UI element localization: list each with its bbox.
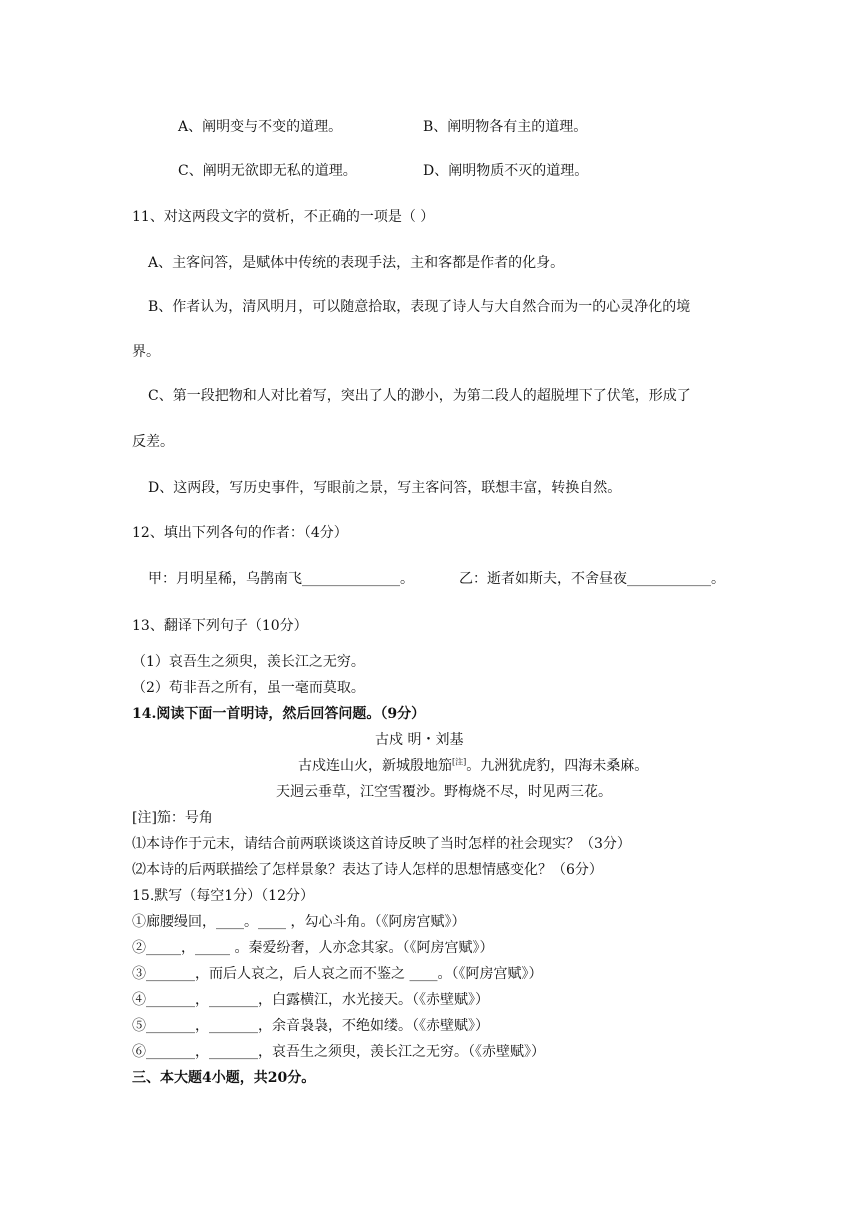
section-3-heading: 三、本大题4小题，共20分。 — [132, 1070, 316, 1086]
q13-stem: 13、翻译下列句子（10分） — [132, 618, 308, 634]
q15-stem: 15.默写（每空1分）（12分） — [132, 888, 314, 904]
q15-line-1: ①廊腰缦回，____。____ ，勾心斗角。（《阿房宫赋》） — [132, 914, 466, 930]
q11-option-c-line2: 反差。 — [132, 434, 174, 450]
poem-note: [注]笳：号角 — [132, 810, 213, 826]
poem-note-marker: [注] — [452, 757, 467, 767]
q12-item-jia: 甲：月明星稀，乌鹊南飞______________。 — [148, 571, 414, 587]
q15-line-3: ③_______，而后人哀之，后人哀之而不鉴之 ____。（《阿房宫赋》） — [132, 966, 543, 982]
poem-line-1-part-a: 古戍连山火，新城殷地笳 — [298, 758, 452, 774]
q15-line-6: ⑥_______，_______，哀吾生之须臾，羡长江之无穷。（《赤壁赋》） — [132, 1044, 545, 1060]
q12-item-yi: 乙：逝者如斯夫，不舍昼夜____________。 — [459, 571, 725, 587]
q11-option-b-line1: B、作者认为，清风明月，可以随意拾取，表现了诗人与大自然合而为一的心灵净化的境 — [148, 299, 691, 315]
q15-line-5: ⑤_______，_______，余音袅袅，不绝如缕。（《赤壁赋》） — [132, 1018, 489, 1034]
poem-line-1-part-b: 。九洲犹虎豹，四海未桑麻。 — [466, 758, 649, 774]
q11-stem: 11、对这两段文字的赏析，不正确的一项是（ ） — [132, 209, 435, 225]
poem-line-1 — [298, 756, 648, 776]
q14-stem: 14.阅读下面一首明诗，然后回答问题。（9分） — [132, 706, 426, 722]
q11-option-b-line2: 界。 — [132, 344, 160, 360]
poem-title: 古戍 明・刘基 — [375, 732, 464, 748]
q10-option-d: D、阐明物质不灭的道理。 — [423, 163, 589, 179]
q11-option-d: D、这两段，写历史事件，写眼前之景，写主客问答，联想丰富，转换自然。 — [148, 480, 622, 496]
poem-line-2: 天迥云垂草，江空雪覆沙。野梅烧不尽，时见两三花。 — [276, 784, 612, 800]
q13-sentence-1: （1）哀吾生之须臾，羡长江之无穷。 — [132, 654, 365, 670]
q15-line-2: ②_____，_____ 。秦爱纷奢，人亦念其家。（《阿房宫赋》） — [132, 940, 494, 956]
q13-sentence-2: （2）苟非吾之所有，虽一毫而莫取。 — [132, 680, 365, 696]
q10-option-b: B、阐明物各有主的道理。 — [423, 119, 588, 135]
q10-option-c: C、阐明无欲即无私的道理。 — [178, 163, 357, 179]
q11-option-a: A、主客问答，是赋体中传统的表现手法，主和客都是作者的化身。 — [148, 255, 565, 271]
q12-stem: 12、填出下列各句的作者：（4分） — [132, 525, 348, 541]
q15-line-4: ④_______，_______，白露横江，水光接天。（《赤壁赋》） — [132, 992, 489, 1008]
q14-subquestion-1: ⑴本诗作于元末，请结合前两联谈谈这首诗反映了当时怎样的社会现实？（3分） — [132, 836, 631, 852]
q10-option-a: A、阐明变与不变的道理。 — [178, 119, 343, 135]
q14-subquestion-2: ⑵本诗的后两联描绘了怎样景象？表达了诗人怎样的思想情感变化？（6分） — [132, 862, 603, 878]
q11-option-c-line1: C、第一段把物和人对比着写，突出了人的渺小，为第二段人的超脱埋下了伏笔，形成了 — [148, 388, 691, 404]
